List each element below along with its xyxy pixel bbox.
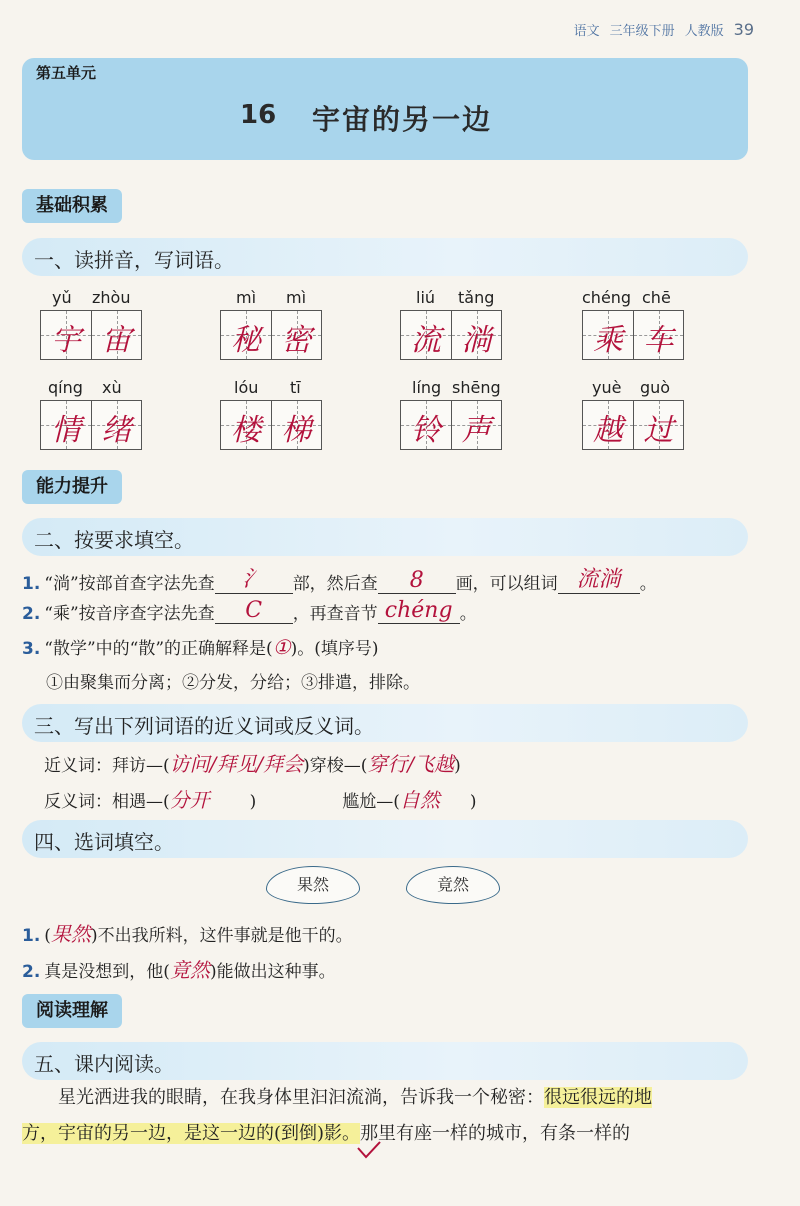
handwritten-char: 铃 — [411, 413, 441, 448]
reading-passage-line-2: 方，宇宙的另一边，是这一边的(到倒)影。那里有座一样的城市，有条一样的 — [22, 1123, 631, 1144]
pinyin: guò — [640, 378, 671, 397]
handwritten-char: 情 — [51, 413, 81, 448]
handwritten-char: 越 — [593, 413, 623, 448]
char-grid[interactable] — [220, 310, 322, 360]
handwritten-char: 车 — [643, 323, 674, 358]
handwritten-char: 绪 — [101, 413, 132, 448]
char-grid[interactable] — [582, 400, 684, 450]
pinyin: zhòu — [92, 288, 131, 307]
char-grid[interactable] — [400, 310, 502, 360]
answer-blank[interactable]: 果然 — [50, 922, 91, 946]
page-header — [574, 20, 754, 39]
handwritten-char: 过 — [643, 413, 674, 448]
char-grid[interactable] — [582, 310, 684, 360]
q2-title: 二、按要求填空。 — [34, 528, 194, 552]
checkmark-icon — [356, 1140, 382, 1160]
pinyin: yǔ — [52, 288, 72, 307]
pinyin: mì — [236, 288, 257, 307]
q5-title: 五、课内阅读。 — [34, 1052, 174, 1076]
answer-blank[interactable]: 分开 — [169, 788, 210, 812]
q4-line-1: 1. (果然)不出我所料，这件事就是他干的。 — [22, 922, 353, 946]
pinyin: tī — [290, 378, 301, 397]
handwritten-char: 宙 — [101, 323, 132, 358]
edition-label: 人教版 — [684, 24, 724, 39]
q3-antonyms: 反义词：相遇—(分开 ) 尴尬—(自然 ) — [44, 784, 477, 813]
handwritten-char: 流 — [411, 323, 441, 358]
answer-blank[interactable]: 自然 — [399, 788, 440, 812]
pinyin: chéng — [582, 288, 632, 307]
answer-blank[interactable]: 竟然 — [169, 958, 210, 982]
unit-label: 第五单元 — [36, 64, 97, 82]
highlighted-text: 很远很远的地 — [544, 1087, 652, 1108]
handwritten-char: 密 — [281, 323, 312, 358]
answer-blank[interactable]: 穿行/飞越 — [367, 752, 455, 776]
handwritten-char: 宇 — [51, 323, 81, 358]
section-basic-tag: 基础积累 — [22, 189, 122, 223]
section-ability-tag: 能力提升 — [22, 470, 122, 504]
pinyin: tǎng — [458, 288, 495, 307]
pinyin: liú — [416, 288, 436, 307]
char-grid[interactable] — [220, 400, 322, 450]
answer-blank[interactable]: 访问/拜见/拜会 — [169, 752, 304, 776]
pinyin: mì — [286, 288, 307, 307]
handwritten-char: 乘 — [593, 323, 623, 358]
pinyin: líng — [412, 378, 442, 397]
grade-label: 三年级下册 — [609, 24, 675, 39]
lesson-title: 宇宙的另一边 — [312, 103, 493, 136]
pinyin: yuè — [592, 378, 622, 397]
q2-options: ①由聚集而分离；②分发，分给；③排遣，排除。 — [46, 673, 420, 693]
highlighted-text: 倒)影。 — [299, 1123, 361, 1144]
word-option-leaf: 果然 — [266, 866, 360, 904]
highlighted-text: 方，宇宙的另一边，是这一边的(到 — [22, 1123, 300, 1144]
q3-title: 三、写出下列词语的近义词或反义词。 — [34, 714, 374, 738]
char-grid[interactable] — [400, 400, 502, 450]
q2-line-1: 1. “淌”按部首查字法先查 氵 部，然后查 8 画，可以组词 流淌 。 — [22, 562, 657, 594]
word-option-leaf: 竟然 — [406, 866, 500, 904]
q2-line-3: 3. “散学”中的“散”的正确解释是(①)。(填序号) — [22, 635, 379, 659]
pinyin: chē — [642, 288, 671, 307]
pinyin: lóu — [234, 378, 259, 397]
q3-synonyms: 近义词：拜访—(访问/拜见/拜会)穿梭—(穿行/飞越) — [44, 752, 461, 776]
q4-title: 四、选词填空。 — [34, 830, 174, 854]
handwritten-char: 秘 — [231, 323, 261, 358]
handwritten-char: 梯 — [281, 413, 312, 448]
lesson-number: 16 — [240, 100, 277, 130]
answer-blank[interactable]: ① — [272, 635, 291, 659]
answer-blank[interactable]: 氵 — [215, 562, 293, 594]
char-grid[interactable] — [40, 400, 142, 450]
char-grid[interactable] — [40, 310, 142, 360]
handwritten-char: 声 — [461, 413, 492, 448]
page-number: 39 — [733, 20, 754, 39]
handwritten-char: 淌 — [461, 323, 492, 358]
q4-line-2: 2. 真是没想到，他(竟然)能做出这种事。 — [22, 958, 336, 982]
answer-blank[interactable]: chéng — [378, 598, 460, 624]
pinyin: qíng — [48, 378, 83, 397]
section-reading-tag: 阅读理解 — [22, 994, 122, 1028]
reading-passage-line-1: 星光洒进我的眼睛，在我身体里汩汩流淌，告诉我一个秘密：很远很远的地 — [58, 1087, 652, 1108]
answer-blank[interactable]: 8 — [378, 568, 456, 594]
pinyin: shēng — [452, 378, 501, 397]
handwritten-char: 楼 — [231, 413, 261, 448]
answer-blank[interactable]: C — [215, 598, 293, 624]
q2-line-2: 2. “乘”按音序查字法先查 C ，再查音节 chéng 。 — [22, 598, 477, 624]
pinyin: xù — [102, 378, 122, 397]
q1-title: 一、读拼音，写词语。 — [34, 248, 234, 272]
answer-blank[interactable]: 流淌 — [558, 562, 640, 594]
subject-label: 语文 — [573, 24, 600, 39]
